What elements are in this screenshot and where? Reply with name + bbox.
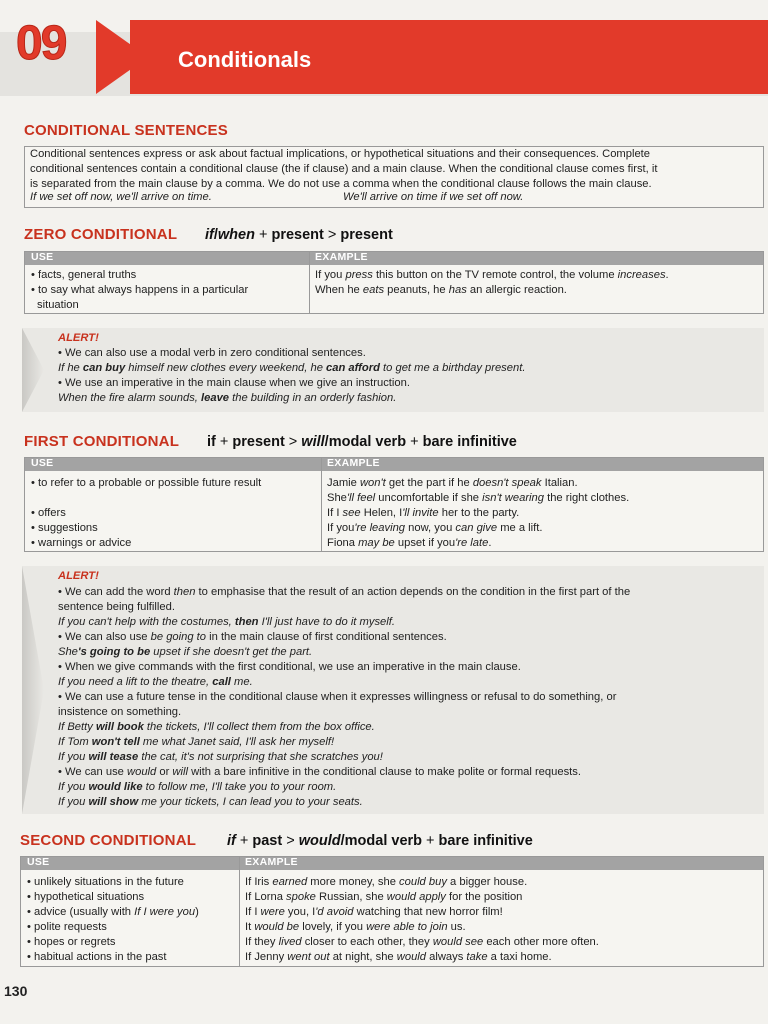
table-cell: situation [37,299,79,311]
table-cell: If Jenny went out at night, she would always take a taxi home. [245,951,552,963]
conditional-sentences-heading: CONDITIONAL SENTENCES [24,122,228,139]
table-cell: • suggestions [31,522,98,534]
intro-paragraph: Conditional sentences express or ask about factual implications, or hypothetical situations and their consequences. Complete conditional sentences contain a conditional clause (the if clause) and a main clause. When the conditional clause comes first, it is separated from the main clause by a comma. We do not use a comma when the conditional clause follows the main clause. [30,148,658,190]
table-cell: She'll feel uncomfortable if she isn't wearing the right clothes. [327,492,630,504]
alert-line: If you can't help with the costumes, then I'll just have to do it myself. [58,616,395,628]
table-cell: If I see Helen, I'll invite her to the party. [327,507,520,519]
table-cell: It would be lovely, if you were able to join us. [245,921,466,933]
column-header-use: USE [31,457,54,469]
page-number: 130 [4,983,28,999]
table-cell: Fiona may be upset if you're late. [327,537,492,549]
table-cell: When he eats peanuts, he has an allergic reaction. [315,284,567,296]
alert-line: If he can buy himself new clothes every weekend, he can afford to get me a birthday present. [58,362,526,374]
column-header-use: USE [31,251,54,263]
alert-line: • We can also use be going to in the main clause of first conditional sentences. [58,631,447,643]
alert-line: If you would like to follow me, I'll take you to your room. [58,781,337,793]
column-header-example: EXAMPLE [327,457,380,469]
unit-header-band [0,18,768,98]
alert-line: • We can use a future tense in the conditional clause when it expresses willingness or refusal to do something, or [58,691,617,703]
zero-conditional-formula: if/when + present > present [205,227,393,243]
unit-title: Conditionals [178,47,312,72]
table-cell: • unlikely situations in the future [27,876,184,888]
unit-number: 09 [16,17,66,70]
table-cell: • polite requests [27,921,107,933]
alert-title: ALERT! [58,570,99,582]
alert-title: ALERT! [58,332,99,344]
alert-line: If you will show me your tickets, I can lead you to your seats. [58,796,363,808]
alert-line: insistence on something. [58,706,182,718]
alert-line: If you will tease the cat, it's not surprising that she scratches you! [58,751,383,763]
alert-line: • When we give commands with the first conditional, we use an imperative in the main clause. [58,661,521,673]
zero-conditional-heading: ZERO CONDITIONAL [24,226,178,243]
first-conditional-heading: FIRST CONDITIONAL [24,433,180,450]
table-cell: • to say what always happens in a particular [31,284,249,296]
table-cell: • offers [31,507,66,519]
alert-line: • We can use would or will with a bare infinitive in the conditional clause to make polite or formal requests. [58,766,581,778]
alert-line: • We can also use a modal verb in zero conditional sentences. [58,347,366,359]
intro-example-1: If we set off now, we'll arrive on time. [30,191,212,203]
first-conditional-table [24,457,764,552]
intro-example-2: We'll arrive on time if we set off now. [343,191,524,203]
table-cell: • to refer to a probable or possible future result [31,477,262,489]
alert-line: If Tom won't tell me what Janet said, I'll ask her myself! [58,736,335,748]
table-cell: If they lived closer to each other, they would see each other more often. [245,936,599,948]
alert-line: She's going to be upset if she doesn't get the part. [58,646,313,658]
alert-line: When the fire alarm sounds, leave the building in an orderly fashion. [58,392,397,404]
alert-line: • We use an imperative in the main clause when we give an instruction. [58,377,410,389]
column-header-example: EXAMPLE [245,856,298,868]
second-conditional-heading: SECOND CONDITIONAL [20,832,197,849]
table-cell: If you press this button on the TV remote control, the volume increases. [315,269,669,281]
table-cell: If Iris earned more money, she could buy a bigger house. [245,876,528,888]
table-cell: • habitual actions in the past [27,951,167,963]
zero-conditional-table [24,251,764,314]
table-cell: If Lorna spoke Russian, she would apply for the position [245,891,523,903]
table-cell: • hopes or regrets [27,936,116,948]
first-conditional-formula: if + present > will/modal verb + bare infinitive [207,434,517,450]
table-cell: • hypothetical situations [27,891,145,903]
column-header-use: USE [27,856,50,868]
table-cell: If I were you, I'd avoid watching that new horror film! [245,906,503,918]
table-cell: • facts, general truths [31,269,137,281]
alert-line: sentence being fulfilled. [58,601,175,613]
alert-line: • We can add the word then to emphasise that the result of an action depends on the condition in the first part of the [58,586,631,598]
alert-line: If Betty will book the tickets, I'll collect them from the box office. [58,721,375,733]
table-cell: Jamie won't get the part if he doesn't speak Italian. [327,477,578,489]
alert-line: If you need a lift to the theatre, call me. [58,676,253,688]
column-header-example: EXAMPLE [315,251,368,263]
table-cell: • warnings or advice [31,537,132,549]
table-cell: If you're leaving now, you can give me a lift. [327,522,543,534]
second-conditional-table [20,856,764,967]
table-cell: • advice (usually with If I were you) [27,906,199,918]
second-conditional-formula: if + past > would/modal verb + bare infinitive [227,833,533,849]
